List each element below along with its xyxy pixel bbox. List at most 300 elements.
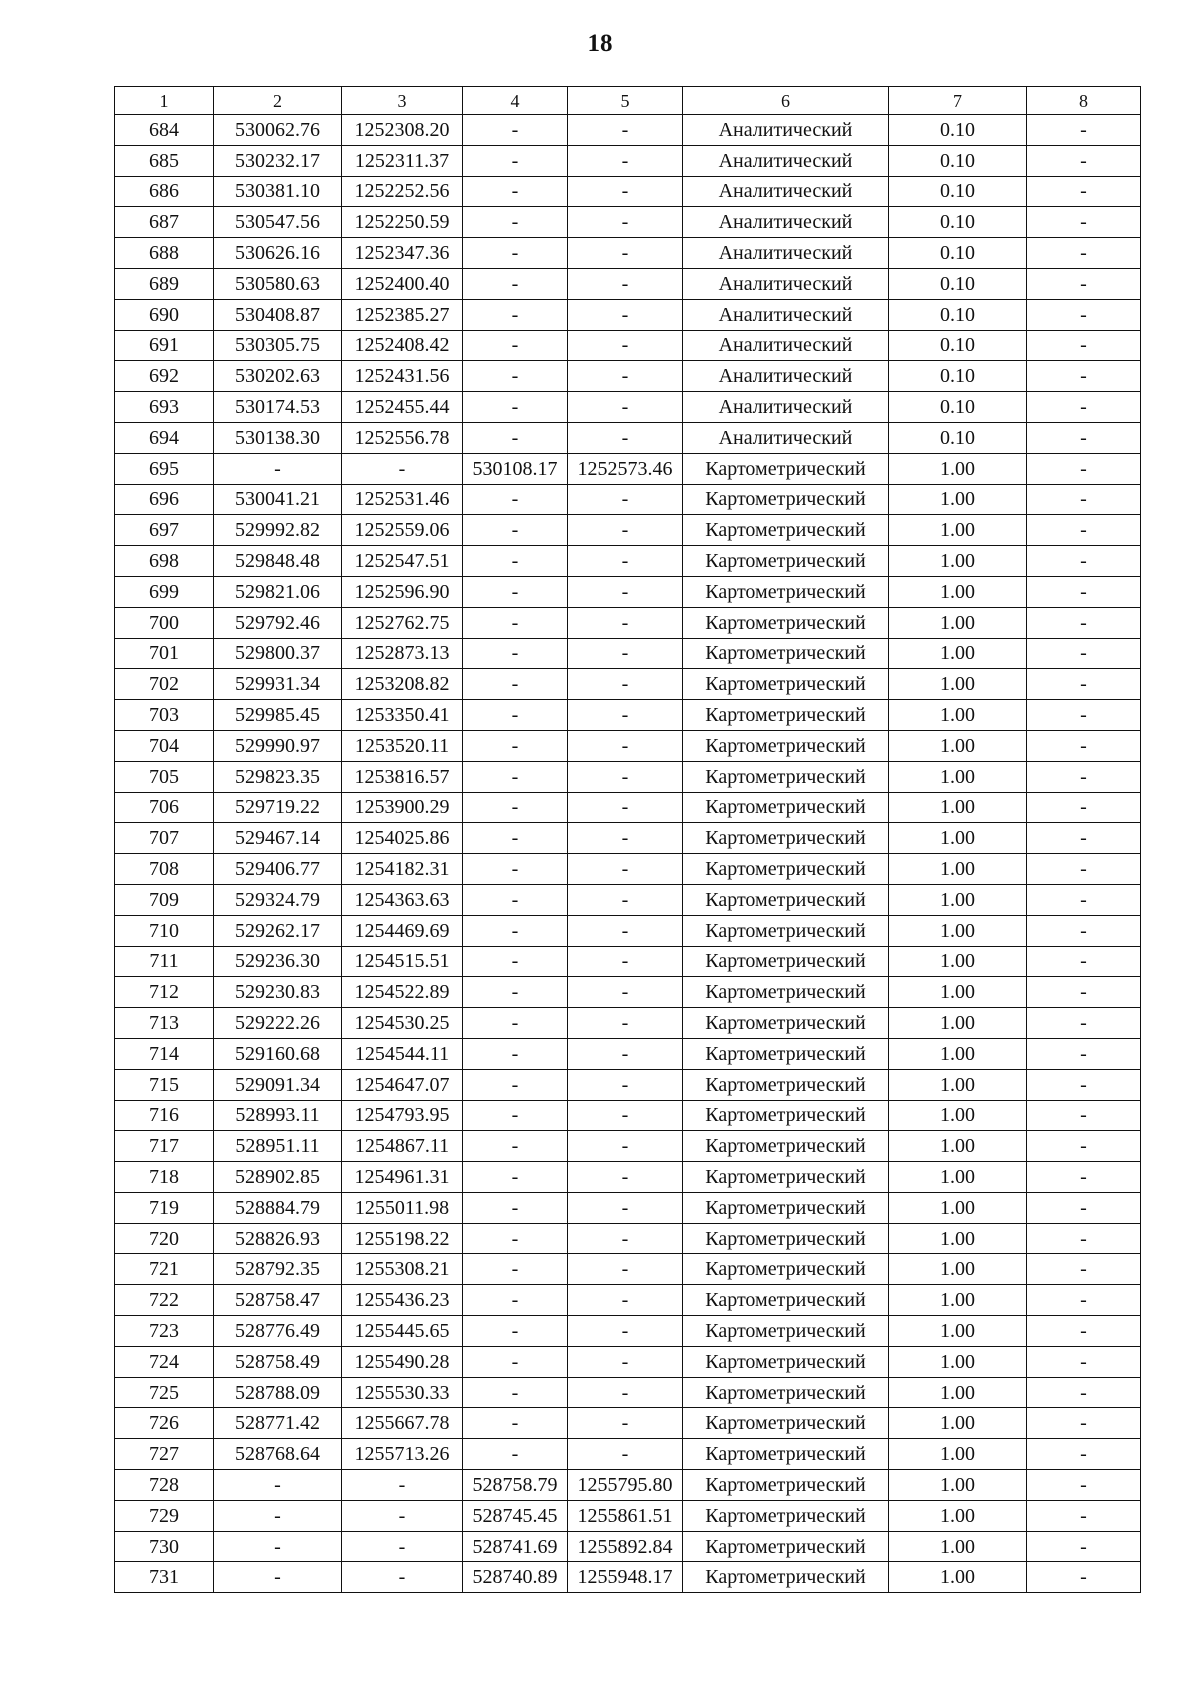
table-cell: - xyxy=(1027,422,1141,453)
table-cell: Картометрический xyxy=(683,1562,889,1593)
table-cell: Аналитический xyxy=(683,238,889,269)
table-cell: Аналитический xyxy=(683,115,889,146)
table-cell: - xyxy=(463,1346,568,1377)
table-row xyxy=(115,546,1141,577)
table-cell: 721 xyxy=(115,1254,214,1285)
table-cell: - xyxy=(463,1223,568,1254)
table-cell: 1254363.63 xyxy=(342,884,463,915)
table-cell: 692 xyxy=(115,361,214,392)
table-row xyxy=(115,422,1141,453)
table-cell: - xyxy=(568,1192,683,1223)
table-cell: 1255713.26 xyxy=(342,1439,463,1470)
column-header: 5 xyxy=(568,87,683,115)
table-cell: 711 xyxy=(115,946,214,977)
column-header: 2 xyxy=(214,87,342,115)
table-cell: 0.10 xyxy=(889,145,1027,176)
table-cell: 1252531.46 xyxy=(342,484,463,515)
table-cell: - xyxy=(568,268,683,299)
table-cell: - xyxy=(568,115,683,146)
table-cell: - xyxy=(214,1470,342,1501)
table-cell: 1.00 xyxy=(889,576,1027,607)
table-cell: - xyxy=(342,1531,463,1562)
table-cell: 1.00 xyxy=(889,1285,1027,1316)
table-cell: 530174.53 xyxy=(214,392,342,423)
table-cell: - xyxy=(463,330,568,361)
table-cell: 528758.47 xyxy=(214,1285,342,1316)
table-cell: - xyxy=(1027,1192,1141,1223)
table-cell: 1.00 xyxy=(889,1346,1027,1377)
table-cell: - xyxy=(1027,700,1141,731)
table-cell: - xyxy=(568,1223,683,1254)
table-cell: 1.00 xyxy=(889,1038,1027,1069)
table-cell: 0.10 xyxy=(889,422,1027,453)
table-cell: 0.10 xyxy=(889,392,1027,423)
table-cell: - xyxy=(568,977,683,1008)
table-row xyxy=(115,669,1141,700)
table-cell: - xyxy=(1027,946,1141,977)
table-cell: - xyxy=(1027,1223,1141,1254)
table-cell: 1.00 xyxy=(889,515,1027,546)
table-cell: - xyxy=(568,145,683,176)
table-cell: - xyxy=(568,515,683,546)
table-cell: - xyxy=(342,1470,463,1501)
table-cell: - xyxy=(463,823,568,854)
table-cell: Картометрический xyxy=(683,1439,889,1470)
table-cell: - xyxy=(568,1131,683,1162)
table-cell: 1.00 xyxy=(889,638,1027,669)
table-cell: 717 xyxy=(115,1131,214,1162)
table-row xyxy=(115,1439,1141,1470)
table-cell: 1254515.51 xyxy=(342,946,463,977)
table-cell: Картометрический xyxy=(683,484,889,515)
table-cell: - xyxy=(568,1008,683,1039)
table-cell: 1254647.07 xyxy=(342,1069,463,1100)
table-cell: - xyxy=(568,1100,683,1131)
table-cell: 530626.16 xyxy=(214,238,342,269)
table-cell: 1.00 xyxy=(889,1470,1027,1501)
table-cell: - xyxy=(463,730,568,761)
table-cell: 1254025.86 xyxy=(342,823,463,854)
table-cell: - xyxy=(1027,176,1141,207)
table-cell: 1254530.25 xyxy=(342,1008,463,1039)
table-cell: - xyxy=(1027,207,1141,238)
table-cell: 1.00 xyxy=(889,823,1027,854)
table-cell: 528758.79 xyxy=(463,1470,568,1501)
table-cell: Картометрический xyxy=(683,977,889,1008)
table-cell: Аналитический xyxy=(683,330,889,361)
table-cell: 1.00 xyxy=(889,1377,1027,1408)
table-cell: 529406.77 xyxy=(214,854,342,885)
table-row xyxy=(115,977,1141,1008)
table-cell: - xyxy=(1027,669,1141,700)
table-cell: Аналитический xyxy=(683,268,889,299)
table-cell: 528884.79 xyxy=(214,1192,342,1223)
table-cell: 0.10 xyxy=(889,238,1027,269)
table-cell: 713 xyxy=(115,1008,214,1039)
table-cell: 1.00 xyxy=(889,607,1027,638)
table-cell: - xyxy=(463,946,568,977)
table-cell: 687 xyxy=(115,207,214,238)
table-cell: - xyxy=(1027,268,1141,299)
table-cell: 722 xyxy=(115,1285,214,1316)
table-cell: 529990.97 xyxy=(214,730,342,761)
table-cell: - xyxy=(1027,392,1141,423)
table-cell: 1.00 xyxy=(889,453,1027,484)
table-cell: 716 xyxy=(115,1100,214,1131)
table-row xyxy=(115,1223,1141,1254)
table-cell: Картометрический xyxy=(683,1223,889,1254)
table-cell: 1255308.21 xyxy=(342,1254,463,1285)
table-cell: - xyxy=(1027,1439,1141,1470)
table-cell: - xyxy=(1027,1008,1141,1039)
table-cell: Картометрический xyxy=(683,792,889,823)
table-cell: 1255667.78 xyxy=(342,1408,463,1439)
table-cell: Картометрический xyxy=(683,515,889,546)
table-cell: 698 xyxy=(115,546,214,577)
table-row xyxy=(115,1038,1141,1069)
table-cell: - xyxy=(463,115,568,146)
table-cell: Аналитический xyxy=(683,176,889,207)
table-cell: 530138.30 xyxy=(214,422,342,453)
table-cell: - xyxy=(342,1500,463,1531)
table-cell: 689 xyxy=(115,268,214,299)
table-cell: - xyxy=(1027,1162,1141,1193)
table-row xyxy=(115,915,1141,946)
table-cell: 1254182.31 xyxy=(342,854,463,885)
table-cell: - xyxy=(568,761,683,792)
table-row xyxy=(115,176,1141,207)
table-cell: Картометрический xyxy=(683,453,889,484)
table-cell: 1252762.75 xyxy=(342,607,463,638)
table-cell: 529848.48 xyxy=(214,546,342,577)
table-cell: 1252250.59 xyxy=(342,207,463,238)
table-cell: - xyxy=(568,730,683,761)
table-cell: 529236.30 xyxy=(214,946,342,977)
table-cell: - xyxy=(1027,884,1141,915)
table-cell: 1.00 xyxy=(889,761,1027,792)
table-cell: - xyxy=(463,238,568,269)
table-row xyxy=(115,1470,1141,1501)
table-row xyxy=(115,1100,1141,1131)
table-cell: - xyxy=(1027,823,1141,854)
table-cell: Картометрический xyxy=(683,638,889,669)
table-cell: 695 xyxy=(115,453,214,484)
table-row xyxy=(115,361,1141,392)
table-row xyxy=(115,1531,1141,1562)
table-cell: 528792.35 xyxy=(214,1254,342,1285)
table-cell: - xyxy=(463,1408,568,1439)
table-cell: Картометрический xyxy=(683,884,889,915)
table-cell: 723 xyxy=(115,1316,214,1347)
table-cell: 1252455.44 xyxy=(342,392,463,423)
table-cell: 704 xyxy=(115,730,214,761)
column-header: 4 xyxy=(463,87,568,115)
table-cell: 528741.69 xyxy=(463,1531,568,1562)
table-cell: 0.10 xyxy=(889,207,1027,238)
table-cell: - xyxy=(568,1408,683,1439)
table-cell: 1253900.29 xyxy=(342,792,463,823)
table-cell: 529823.35 xyxy=(214,761,342,792)
table-cell: 703 xyxy=(115,700,214,731)
table-cell: - xyxy=(1027,1346,1141,1377)
table-cell: Аналитический xyxy=(683,299,889,330)
table-cell: - xyxy=(463,915,568,946)
table-cell: 0.10 xyxy=(889,330,1027,361)
table-row xyxy=(115,1408,1141,1439)
table-cell: - xyxy=(568,484,683,515)
table-cell: 0.10 xyxy=(889,115,1027,146)
table-row xyxy=(115,1500,1141,1531)
table-cell: 1254793.95 xyxy=(342,1100,463,1131)
table-cell: 1255436.23 xyxy=(342,1285,463,1316)
table-cell: - xyxy=(1027,1285,1141,1316)
table-cell: Картометрический xyxy=(683,607,889,638)
table-cell: 1.00 xyxy=(889,792,1027,823)
table-cell: - xyxy=(463,1377,568,1408)
table-cell: - xyxy=(568,1254,683,1285)
table-cell: - xyxy=(214,453,342,484)
table-cell: 1253520.11 xyxy=(342,730,463,761)
table-cell: 1253208.82 xyxy=(342,669,463,700)
table-cell: Картометрический xyxy=(683,669,889,700)
table-cell: - xyxy=(568,361,683,392)
table-cell: - xyxy=(568,946,683,977)
table-cell: - xyxy=(463,268,568,299)
table-cell: - xyxy=(463,207,568,238)
table-cell: - xyxy=(568,176,683,207)
table-cell: 1254544.11 xyxy=(342,1038,463,1069)
table-cell: 529931.34 xyxy=(214,669,342,700)
table-cell: Картометрический xyxy=(683,1131,889,1162)
table-cell: 1.00 xyxy=(889,484,1027,515)
table-row xyxy=(115,576,1141,607)
table-cell: 727 xyxy=(115,1439,214,1470)
table-row xyxy=(115,1562,1141,1593)
table-cell: 528951.11 xyxy=(214,1131,342,1162)
table-cell: Картометрический xyxy=(683,1038,889,1069)
table-cell: - xyxy=(463,607,568,638)
table-cell: 690 xyxy=(115,299,214,330)
column-header: 1 xyxy=(115,87,214,115)
table-cell: 729 xyxy=(115,1500,214,1531)
table-cell: 530108.17 xyxy=(463,453,568,484)
table-cell: 1252308.20 xyxy=(342,115,463,146)
table-cell: 530408.87 xyxy=(214,299,342,330)
table-cell: - xyxy=(1027,1377,1141,1408)
table-cell: 720 xyxy=(115,1223,214,1254)
table-row xyxy=(115,115,1141,146)
table-cell: Картометрический xyxy=(683,915,889,946)
table-cell: - xyxy=(1027,1531,1141,1562)
table-cell: - xyxy=(1027,330,1141,361)
table-row xyxy=(115,1316,1141,1347)
table-cell: - xyxy=(1027,1316,1141,1347)
table-cell: 1254867.11 xyxy=(342,1131,463,1162)
table-cell: 529091.34 xyxy=(214,1069,342,1100)
table-cell: 1252547.51 xyxy=(342,546,463,577)
table-cell: 1.00 xyxy=(889,1531,1027,1562)
table-cell: 530062.76 xyxy=(214,115,342,146)
table-row xyxy=(115,330,1141,361)
table-cell: - xyxy=(568,1346,683,1377)
table-cell: - xyxy=(1027,1131,1141,1162)
table-row xyxy=(115,1377,1141,1408)
table-cell: Картометрический xyxy=(683,1008,889,1039)
table-cell: Картометрический xyxy=(683,1254,889,1285)
table-cell: 714 xyxy=(115,1038,214,1069)
table-cell: - xyxy=(1027,1069,1141,1100)
table-cell: 528902.85 xyxy=(214,1162,342,1193)
table-cell: 1252556.78 xyxy=(342,422,463,453)
table-cell: - xyxy=(463,1131,568,1162)
table-row xyxy=(115,145,1141,176)
table-row xyxy=(115,453,1141,484)
table-cell: 528993.11 xyxy=(214,1100,342,1131)
table-header-row xyxy=(115,87,1141,115)
table-cell: - xyxy=(568,1162,683,1193)
table-cell: - xyxy=(1027,977,1141,1008)
table-cell: Картометрический xyxy=(683,1100,889,1131)
table-cell: 530580.63 xyxy=(214,268,342,299)
table-cell: - xyxy=(214,1500,342,1531)
table-cell: Картометрический xyxy=(683,1408,889,1439)
table-cell: - xyxy=(463,700,568,731)
table-cell: 530232.17 xyxy=(214,145,342,176)
table-cell: Картометрический xyxy=(683,823,889,854)
table-cell: - xyxy=(568,392,683,423)
table-cell: 1253350.41 xyxy=(342,700,463,731)
table-cell: 1252431.56 xyxy=(342,361,463,392)
table-row xyxy=(115,792,1141,823)
table-cell: - xyxy=(568,1069,683,1100)
table-cell: - xyxy=(1027,638,1141,669)
table-cell: 1255530.33 xyxy=(342,1377,463,1408)
table-cell: - xyxy=(463,576,568,607)
table-cell: - xyxy=(463,1254,568,1285)
table-cell: 0.10 xyxy=(889,268,1027,299)
table-cell: 0.10 xyxy=(889,299,1027,330)
table-cell: 725 xyxy=(115,1377,214,1408)
column-header: 6 xyxy=(683,87,889,115)
table-cell: - xyxy=(568,576,683,607)
table-row xyxy=(115,607,1141,638)
table-row xyxy=(115,1346,1141,1377)
table-cell: 715 xyxy=(115,1069,214,1100)
table-cell: - xyxy=(1027,576,1141,607)
table-cell: - xyxy=(463,1192,568,1223)
table-cell: 701 xyxy=(115,638,214,669)
table-cell: Картометрический xyxy=(683,1069,889,1100)
table-row xyxy=(115,854,1141,885)
table-cell: 1255861.51 xyxy=(568,1500,683,1531)
table-cell: - xyxy=(463,638,568,669)
table-cell: 529262.17 xyxy=(214,915,342,946)
table-cell: 1.00 xyxy=(889,1131,1027,1162)
table-cell: 1.00 xyxy=(889,546,1027,577)
table-cell: 686 xyxy=(115,176,214,207)
table-cell: - xyxy=(463,884,568,915)
table-cell: - xyxy=(1027,546,1141,577)
table-cell: 1255198.22 xyxy=(342,1223,463,1254)
table-cell: 528788.09 xyxy=(214,1377,342,1408)
table-cell: 530381.10 xyxy=(214,176,342,207)
table-cell: - xyxy=(1027,915,1141,946)
table-cell: 1252596.90 xyxy=(342,576,463,607)
table-cell: 1255892.84 xyxy=(568,1531,683,1562)
table-cell: 528826.93 xyxy=(214,1223,342,1254)
table-cell: Аналитический xyxy=(683,145,889,176)
table-cell: 708 xyxy=(115,854,214,885)
column-header: 7 xyxy=(889,87,1027,115)
table-cell: - xyxy=(1027,453,1141,484)
table-cell: - xyxy=(568,669,683,700)
table-cell: 1255795.80 xyxy=(568,1470,683,1501)
table-cell: 1.00 xyxy=(889,1223,1027,1254)
table-cell: 702 xyxy=(115,669,214,700)
table-cell: - xyxy=(568,792,683,823)
table-cell: 529800.37 xyxy=(214,638,342,669)
table-cell: 1252873.13 xyxy=(342,638,463,669)
table-cell: 1.00 xyxy=(889,946,1027,977)
table-cell: - xyxy=(1027,1038,1141,1069)
table-cell: Картометрический xyxy=(683,1500,889,1531)
table-cell: - xyxy=(463,1038,568,1069)
table-cell: 528771.42 xyxy=(214,1408,342,1439)
table-cell: 696 xyxy=(115,484,214,515)
table-cell: Картометрический xyxy=(683,946,889,977)
table-cell: 705 xyxy=(115,761,214,792)
table-cell: - xyxy=(463,1100,568,1131)
table-cell: Картометрический xyxy=(683,1531,889,1562)
table-cell: - xyxy=(463,977,568,1008)
coordinates-table xyxy=(114,86,1141,1593)
table-row xyxy=(115,515,1141,546)
table-cell: - xyxy=(1027,1100,1141,1131)
table-cell: Картометрический xyxy=(683,1285,889,1316)
table-cell: - xyxy=(568,330,683,361)
table-cell: 528740.89 xyxy=(463,1562,568,1593)
table-cell: 1.00 xyxy=(889,915,1027,946)
table-row xyxy=(115,268,1141,299)
table-cell: 529230.83 xyxy=(214,977,342,1008)
table-cell: - xyxy=(463,176,568,207)
table-cell: 724 xyxy=(115,1346,214,1377)
table-cell: 730 xyxy=(115,1531,214,1562)
table-cell: - xyxy=(1027,515,1141,546)
table-cell: - xyxy=(463,422,568,453)
table-cell: - xyxy=(568,1285,683,1316)
table-cell: 528768.64 xyxy=(214,1439,342,1470)
table-cell: - xyxy=(463,484,568,515)
table-cell: - xyxy=(463,1285,568,1316)
table-cell: 529821.06 xyxy=(214,576,342,607)
table-row xyxy=(115,207,1141,238)
table-cell: - xyxy=(214,1531,342,1562)
table-cell: - xyxy=(463,1008,568,1039)
table-cell: - xyxy=(463,392,568,423)
table-cell: - xyxy=(1027,145,1141,176)
table-cell: 684 xyxy=(115,115,214,146)
table-cell: 706 xyxy=(115,792,214,823)
table-cell: - xyxy=(1027,607,1141,638)
table-cell: - xyxy=(463,299,568,330)
table-cell: 1.00 xyxy=(889,1562,1027,1593)
table-cell: - xyxy=(463,792,568,823)
table-cell: 529324.79 xyxy=(214,884,342,915)
table-cell: 1.00 xyxy=(889,854,1027,885)
table-cell: 1.00 xyxy=(889,977,1027,1008)
table-cell: - xyxy=(1027,854,1141,885)
